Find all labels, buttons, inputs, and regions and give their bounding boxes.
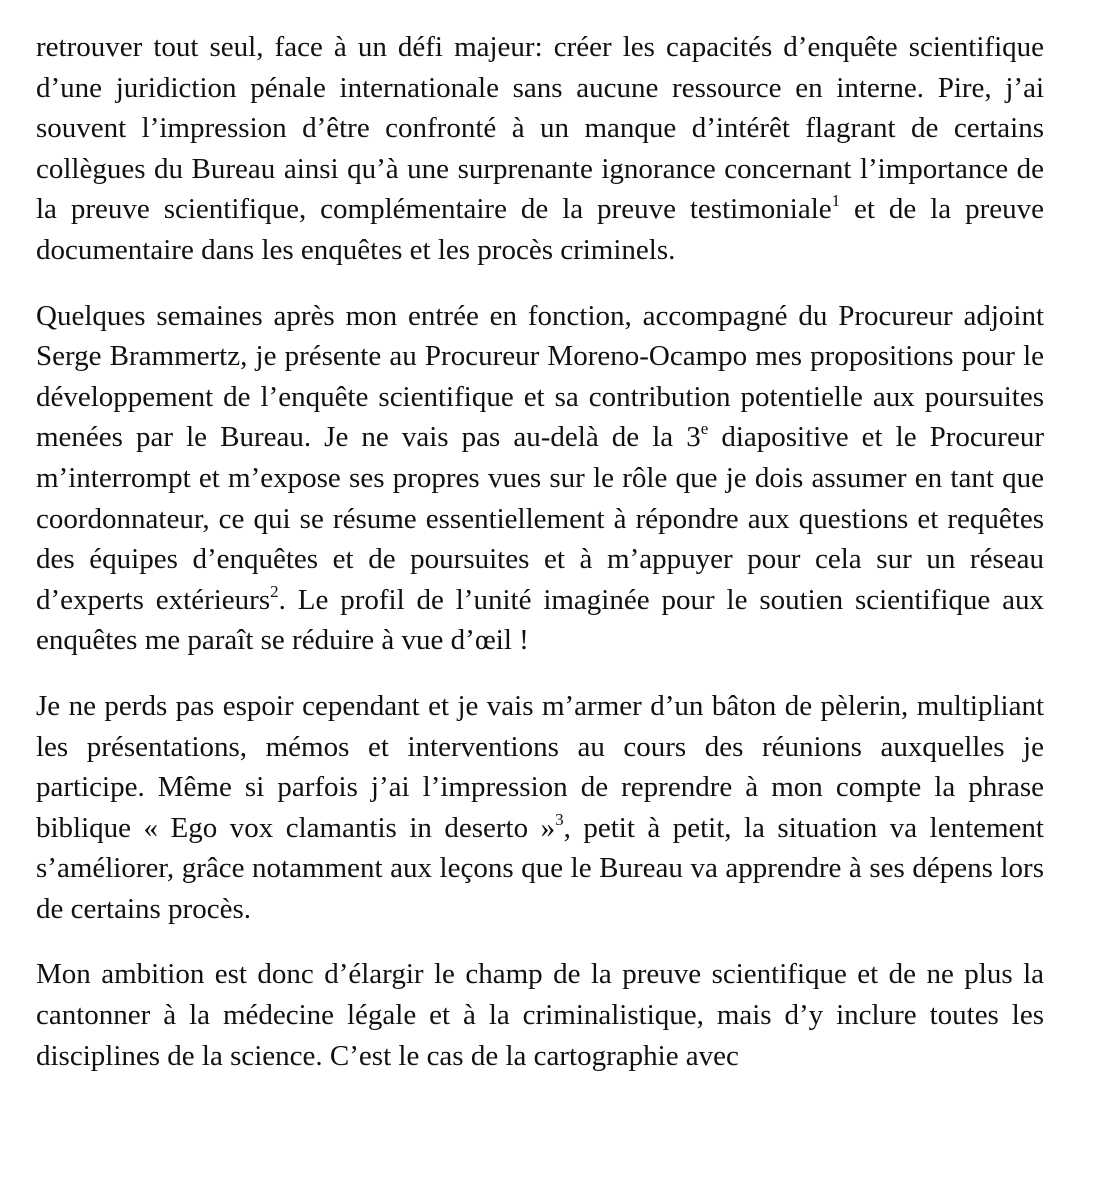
paragraph-4 bbox=[36, 954, 1044, 1076]
text-run: et de la preuve documentaire dans les enquêtes et les procès criminels. bbox=[36, 193, 1044, 266]
footnote-ref-1[interactable]: 1 bbox=[831, 191, 841, 211]
paragraph-1 bbox=[36, 27, 1044, 271]
paragraph-2 bbox=[36, 296, 1044, 661]
text-run: Mon ambition est donc d’élargir le champ de la preuve scientifique et de ne plus la cantonner à la médecine légale et à la criminalistique, mais d’y inclure toutes les disciplines de la science. C’est le cas de la cartographie avec bbox=[36, 958, 1044, 1072]
text-run: retrouver tout seul, face à un défi majeur: créer les capacités d’enquête scientifique d’une juridiction pénale internationale sans aucune ressource en interne. Pire, j’ai souvent l’impression d’être confronté à un manque d’intérêt flagrant de certains collègues du Bureau ainsi qu’à une surprenante ignorance concernant l’importance de la preuve scientifique, complémentaire de la preuve testimoniale bbox=[36, 31, 1044, 226]
footnote-ref-2[interactable]: 2 bbox=[270, 581, 279, 601]
document-page bbox=[36, 27, 1044, 1076]
ordinal-superscript: e bbox=[700, 419, 709, 439]
text-run: Je ne perds pas espoir cependant et je vais m’armer d’un bâton de pèlerin, multipliant les présentations, mémos et interventions au cours des réunions auxquelles je participe. Même si parfois j’ai l’impression de reprendre à mon compte la phrase biblique « Ego vox clamantis in deserto » bbox=[36, 689, 1044, 844]
text-run: diapositive et le Procureur m’interrompt et m’expose ses propres vues sur le rôle que je dois assumer en tant que coordonnateur, ce qui se résume essentiellement à répondre aux questions et requêtes des équipes d’enquêtes et de poursuites et à m’appuyer pour cela sur un réseau d’experts extérieurs bbox=[36, 421, 1044, 616]
text-run: Quelques semaines après mon entrée en fonction, accompagné du Procureur adjoint Serge Brammertz, je présente au Procureur Moreno-Ocampo mes propositions pour le développement de l’enquête scientifique et sa contribution potentielle aux poursuites menées par le Bureau. Je ne vais pas au-delà de la 3 bbox=[36, 299, 1044, 454]
paragraph-3 bbox=[36, 686, 1044, 930]
text-run: . Le profil de l’unité imaginée pour le soutien scientifique aux enquêtes me paraît se réduire à vue d’œil ! bbox=[36, 583, 1044, 657]
text-run: , petit à petit, la situation va lentement s’améliorer, grâce notamment aux leçons que le Bureau va apprendre à ses dépens lors de certains procès. bbox=[36, 811, 1044, 925]
footnote-ref-3[interactable]: 3 bbox=[555, 809, 564, 829]
